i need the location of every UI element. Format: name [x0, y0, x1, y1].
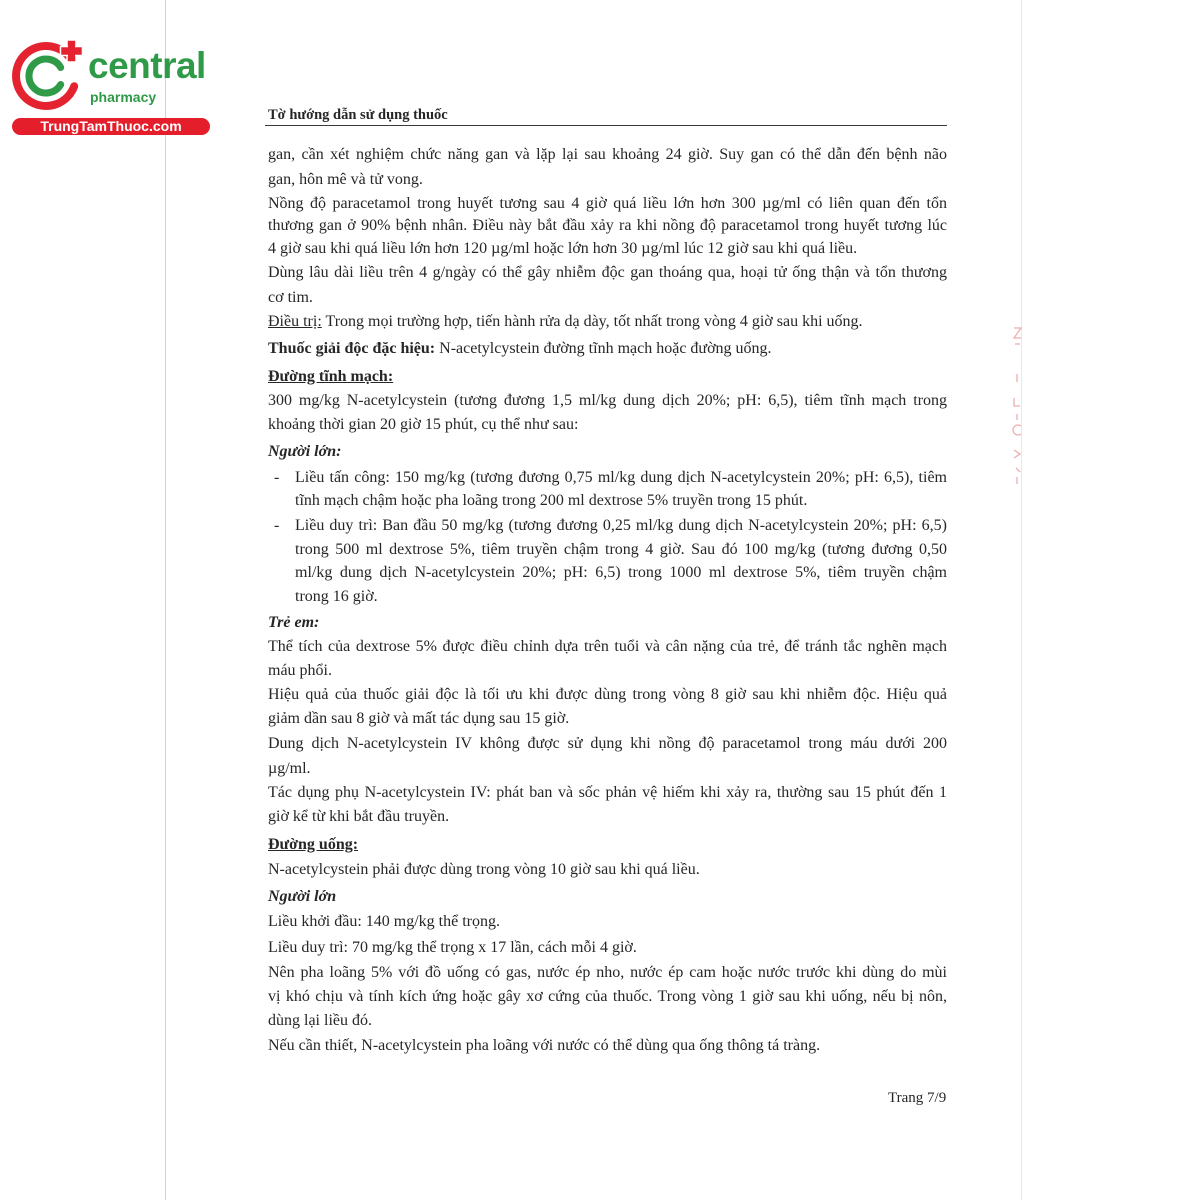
- iv-children-heading: Trẻ em:: [268, 614, 320, 631]
- list-item-line: Liều duy trì: Ban đầu 50 mg/kg (tương đương 0,25 ml/kg dung dịch N-acetylcystein 20%; pH: 6,5): [295, 517, 947, 534]
- text-line: Dùng lâu dài liều trên 4 g/ngày có thể gây nhiễm độc gan thoáng qua, hoại tử ống thận và tổn thương: [268, 264, 947, 281]
- text-line: giảm dần sau 8 giờ và mất tác dụng sau 15 giờ.: [268, 710, 570, 727]
- text-line: Nên pha loãng 5% với đồ uống có gas, nước ép nho, nước ép cam hoặc nước trước khi dùng do mùi: [268, 964, 947, 981]
- list-item-line: trong 500 ml dextrose 5%, tiêm truyền chậm trong 4 giờ. Sau đó 100 mg/kg (tương đương 0,50: [295, 541, 947, 558]
- list-item-line: trong 16 giờ.: [295, 588, 378, 605]
- list-item-line: tĩnh mạch chậm hoặc pha loãng trong 200 ml dextrose 5% truyền trong 15 phút.: [295, 492, 808, 509]
- stamp-fragment-icon: [1006, 322, 1028, 492]
- central-pharmacy-logo-icon: [6, 36, 88, 118]
- oral-heading: Đường uống:: [268, 836, 359, 853]
- text-line: giờ kể từ khi bắt đầu truyền.: [268, 808, 450, 825]
- text-line: 4 giờ sau khi quá liều lớn hơn 120 µg/ml hoặc lớn hơn 30 µg/ml lúc 12 giờ sau khi quá liều.: [268, 240, 858, 257]
- logo-brand-text: central: [88, 45, 206, 86]
- list-bullet: -: [274, 469, 280, 486]
- treatment-text: Trong mọi trường hợp, tiến hành rửa dạ dày, tốt nhất trong vòng 4 giờ sau khi uống.: [325, 313, 863, 330]
- iv-adults-heading: Người lớn:: [268, 443, 342, 460]
- text-line: vị khó chịu và tính kích ứng hoặc gây xơ cứng của thuốc. Trong vòng 1 giờ sau khi uống, nếu bị nôn,: [268, 988, 947, 1005]
- document-title: Tờ hướng dẫn sử dụng thuốc: [268, 107, 448, 123]
- list-item-line: ml/kg dung dịch N-acetylcystein 20%; pH: 6,5) trong 1000 ml dextrose 5%, tiêm truyền chậm: [295, 564, 947, 581]
- text-line: µg/ml.: [268, 760, 311, 777]
- page-edge-right: [1021, 0, 1022, 1200]
- text-line: máu phổi.: [268, 662, 332, 679]
- text-line: Liều khởi đầu: 140 mg/kg thể trọng.: [268, 913, 500, 930]
- text-line: N-acetylcystein phải được dùng trong vòng 10 giờ sau khi quá liều.: [268, 861, 700, 878]
- logo-sub-text: pharmacy: [90, 89, 157, 105]
- text-line: Liều duy trì: 70 mg/kg thể trọng x 17 lần, cách mỗi 4 giờ.: [268, 939, 637, 956]
- antidote-text: N-acetylcystein đường tĩnh mạch hoặc đường uống.: [439, 340, 772, 357]
- text-line: Nếu cần thiết, N-acetylcystein pha loãng với nước có thể dùng qua ống thông tá tràng.: [268, 1037, 821, 1054]
- text-line: Nồng độ paracetamol trong huyết tương sau 4 giờ quá liều lớn hơn 300 µg/ml có liên quan đến tổn: [268, 195, 947, 212]
- text-line: Dung dịch N-acetylcystein IV không được sử dụng khi nồng độ paracetamol trong máu dưới 200: [268, 735, 947, 752]
- text-line: Thể tích của dextrose 5% được điều chỉnh dựa trên tuổi và cân nặng của trẻ, để tránh tắc nghẽn mạch: [268, 638, 947, 655]
- header-rule: [265, 125, 947, 126]
- page-edge-left: [165, 0, 166, 1200]
- list-bullet: -: [274, 517, 280, 534]
- antidote-label: Thuốc giải độc đặc hiệu:: [268, 340, 436, 357]
- logo-site-badge: TrungTamThuoc.com: [12, 118, 210, 135]
- text-line: khoảng thời gian 20 giờ 15 phút, cụ thể như sau:: [268, 416, 579, 433]
- text-line: thương gan ở 90% bệnh nhân. Điều này bắt đầu xảy ra khi nồng độ paracetamol trong huyết tương lúc: [268, 217, 947, 234]
- text-line: gan, cần xét nghiệm chức năng gan và lặp lại sau khoảng 24 giờ. Suy gan có thể dẫn đến bệnh não: [268, 146, 947, 163]
- antidote-line: [268, 339, 947, 359]
- text-line: cơ tim.: [268, 289, 313, 306]
- iv-heading: Đường tĩnh mạch:: [268, 368, 394, 385]
- treatment-line: [268, 312, 947, 332]
- oral-adults-heading: Người lớn: [268, 888, 337, 905]
- text-line: Tác dụng phụ N-acetylcystein IV: phát ban và sốc phản vệ hiếm khi xảy ra, thường sau 15 phút đến 1: [268, 784, 947, 801]
- text-line: Hiệu quả của thuốc giải độc là tối ưu khi được dùng trong vòng 8 giờ sau khi nhiễm độc. Hiệu quả: [268, 686, 947, 703]
- treatment-label: Điều trị:: [268, 313, 322, 330]
- text-line: 300 mg/kg N-acetylcystein (tương đương 1,5 ml/kg dung dịch 20%; pH: 6,5), tiêm tĩnh mạch trong: [268, 392, 947, 409]
- text-line: gan, hôn mê và tử vong.: [268, 171, 423, 188]
- list-item-line: Liều tấn công: 150 mg/kg (tương đương 0,75 ml/kg dung dịch N-acetylcystein 20%; pH: 6,5), tiêm: [295, 469, 947, 486]
- page-number: Trang 7/9: [888, 1090, 947, 1106]
- text-line: dùng lại liều đó.: [268, 1012, 372, 1029]
